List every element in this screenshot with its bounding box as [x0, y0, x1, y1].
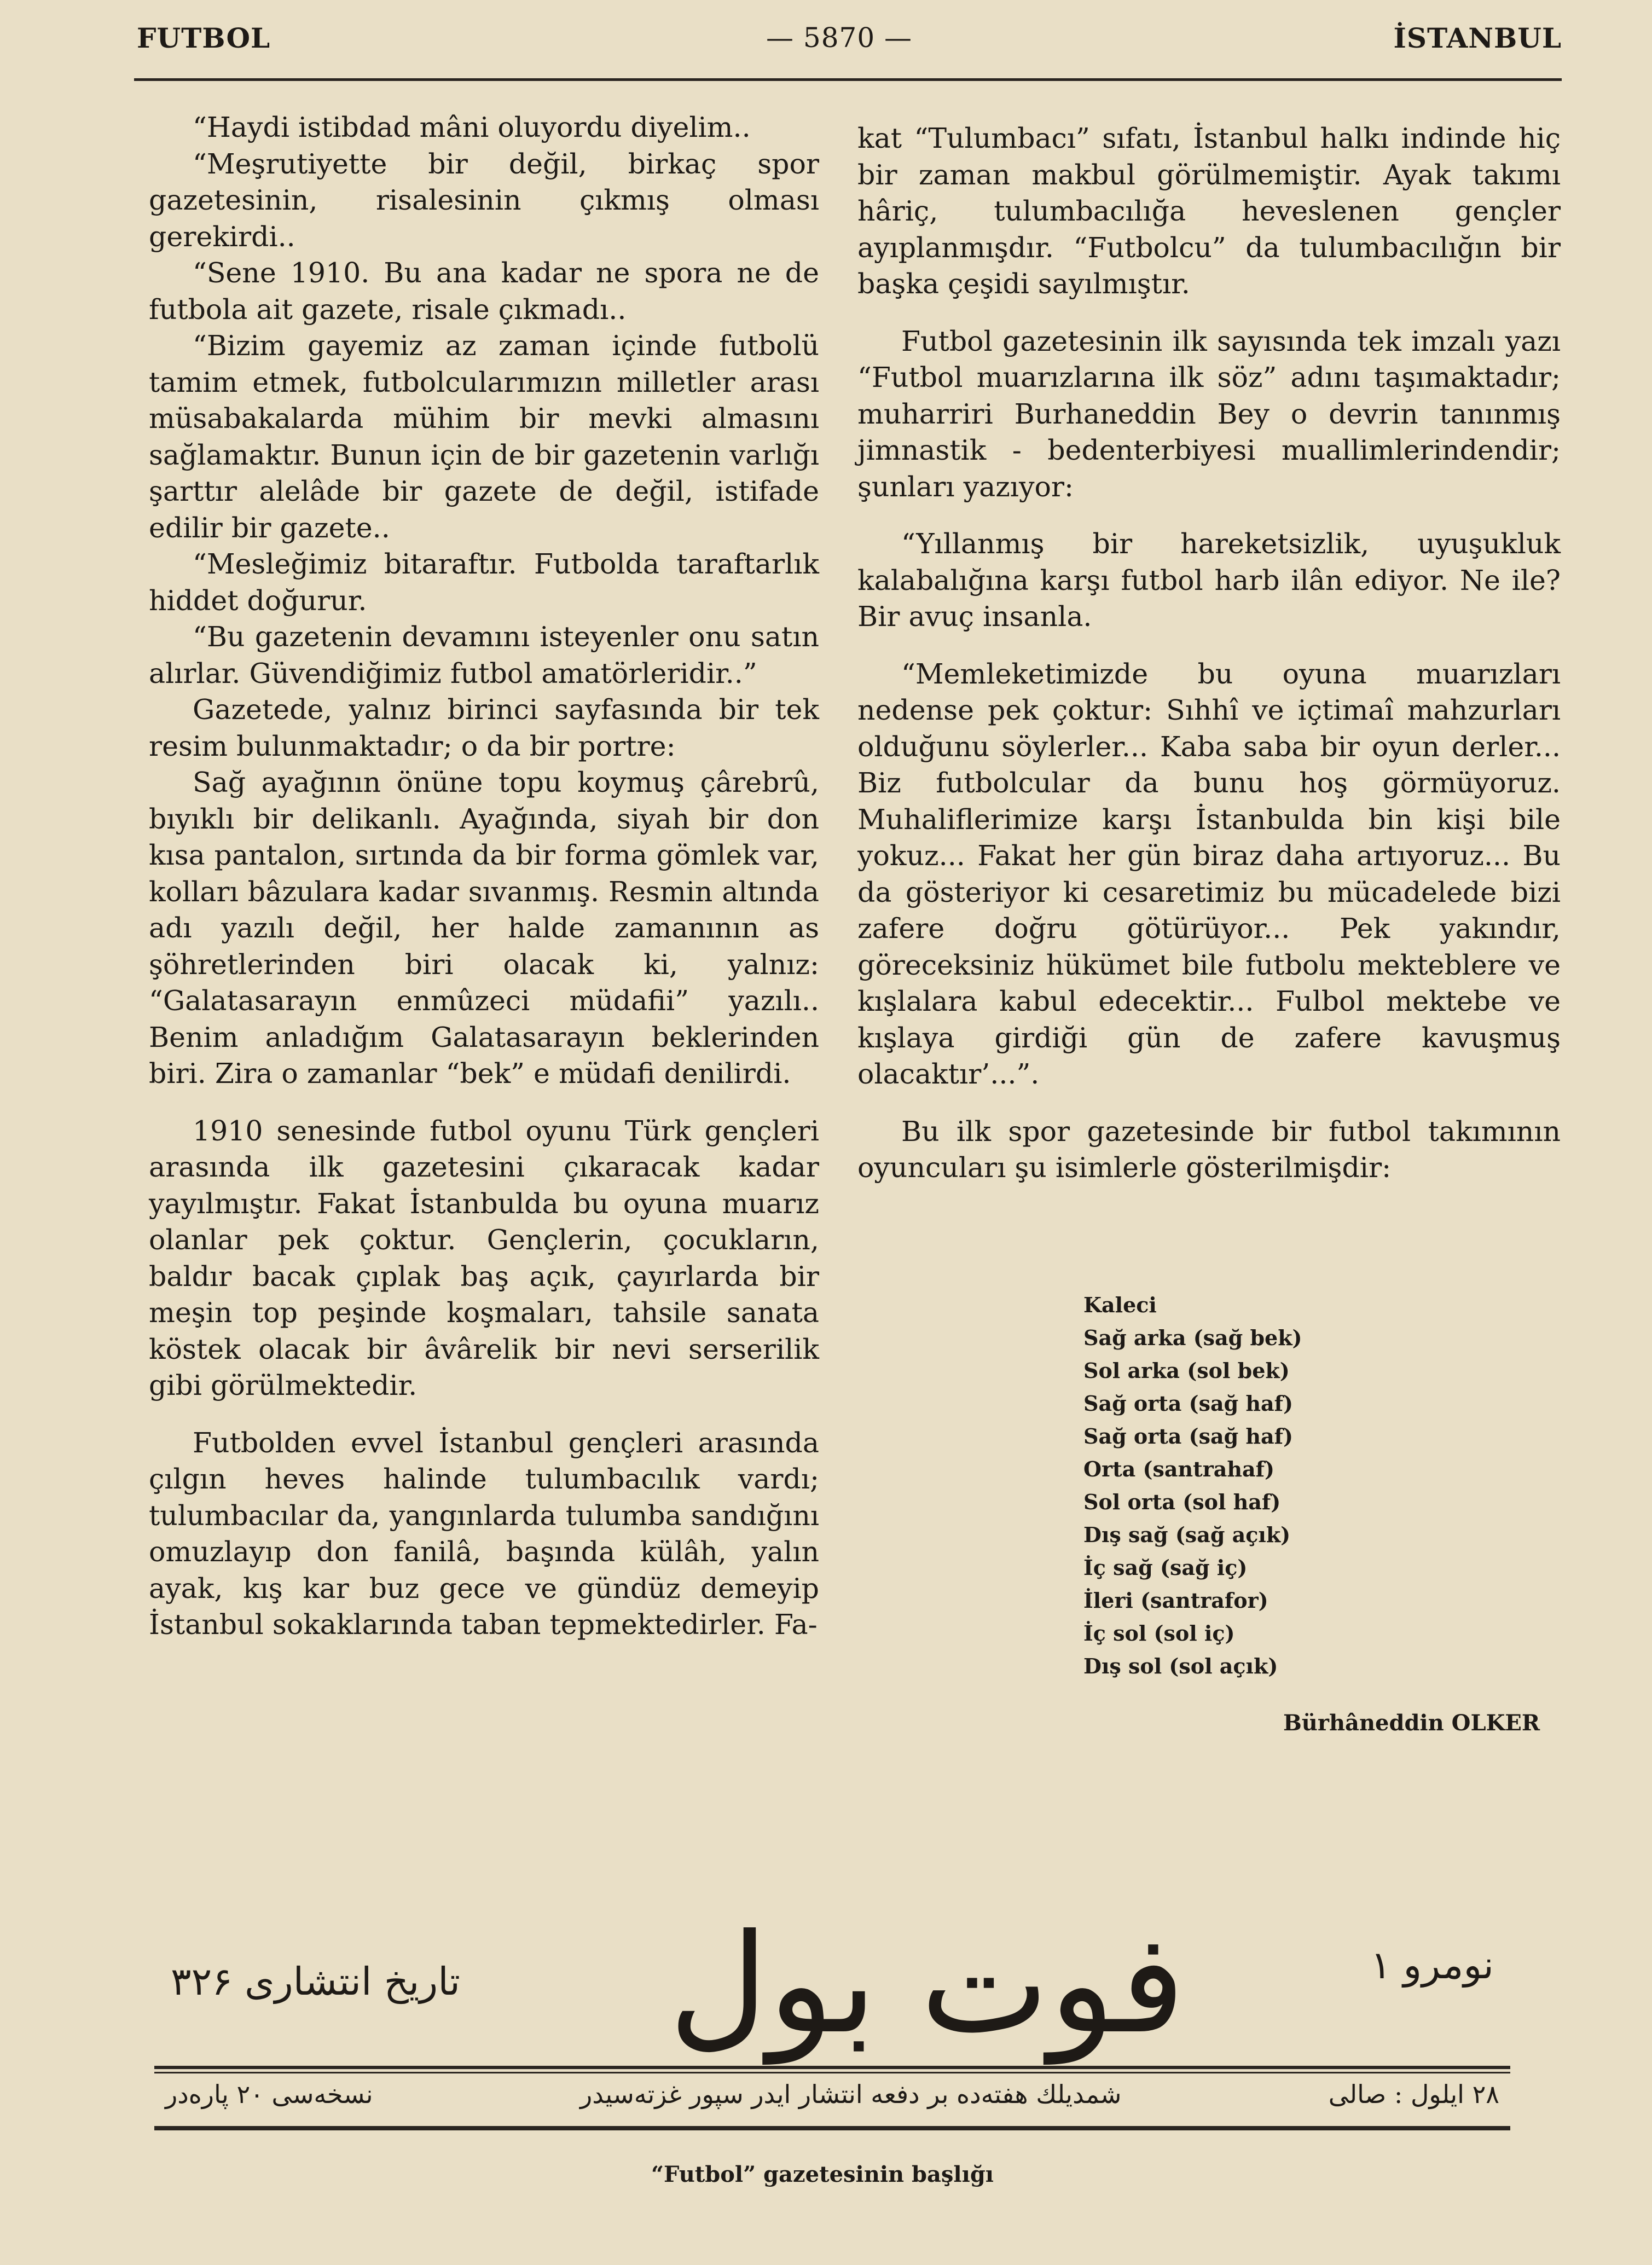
running-header-right: İSTANBUL	[1393, 22, 1562, 54]
list-item: Sağ arka (sağ bek)	[1083, 1325, 1302, 1350]
list-item: Dış sağ (sağ açık)	[1083, 1522, 1291, 1547]
masthead-publication-date: تاریخ انتشاری ۳۲۶	[171, 1959, 461, 2004]
masthead-issue-number: نومرو ۱	[1370, 1943, 1494, 1988]
newspaper-masthead-image	[154, 1904, 1510, 2129]
paragraph: “Bu gazetenin devamını isteyenler onu satın alırlar. Güvendiğimiz futbol amatörleridir..”	[149, 621, 819, 690]
paragraph: Sağ ayağının önüne topu koymuş çârebrû, bıyıklı bir delikanlı. Ayağında, siyah bir don kısa pantalon, sırtında da bir forma gömlek var, kolları bâzulara kadar sıvanmış. Resmin altında adı yazılı değil, her halde zamanının as şöhretlerinden biri olacak ki, yalnız: “Galatasarayın enmûzeci müdafii” yazılı.. Benim anladığım Galatasarayın beklerinden biri. Zira o zamanlar “bek” e müdafi denilirdi.	[149, 766, 819, 1090]
left-column	[149, 109, 819, 1643]
header-rule	[134, 78, 1562, 81]
image-caption: “Futbol” gazetesinin başlığı	[651, 2162, 994, 2187]
paragraph: Futbol gazetesinin ilk sayısında tek imzalı yazı “Futbol muarızlarına ilk söz” adını taşımaktadır; muharriri Burhaneddin Bey o devrin tanınmış jimnastik - bedenterbiyesi muallimlerindendir; şunları yazıyor:	[857, 325, 1561, 503]
right-column	[857, 120, 1561, 1186]
author-signature: Bürhâneddin OLKER	[1283, 1710, 1540, 1736]
list-item: Sağ orta (sağ haf)	[1083, 1424, 1294, 1449]
paragraph: 1910 senesinde futbol oyunu Türk gençleri arasında ilk gazetesini çıkaracak kadar yayılmıştır. Fakat İstanbulda bu oyuna muarız olanlar pek çoktur. Gençlerin, çocukların, baldır bacak çıplak baş açık, çayırlarda bir meşin top peşinde koşmaları, tahsile sanata köstek olacak bir âvârelik bir nevi serserilik gibi görülmektedir.	[149, 1114, 819, 1401]
masthead-title: فوت بول	[669, 1904, 1185, 2064]
team-positions-list	[1083, 1289, 1302, 1683]
paragraph: “Sene 1910. Bu ana kadar ne spora ne de futbola ait gazete, risale çıkmadı..	[149, 257, 819, 326]
list-item: Orta (santrahaf)	[1083, 1457, 1274, 1481]
page-number: — 5870 —	[766, 22, 913, 54]
masthead-rule	[154, 2066, 1510, 2069]
paragraph: “Memleketimizde bu oyuna muarızları nedense pek çoktur: Sıhhî ve içtimaî mahzurları olduğunu söylerler... Kaba saba bir oyun derler... Biz futbolcular da bunu hoş görmüyoruz. Muhaliflerimize karşı İstanbulda bin kişi bile yokuz... Fakat her gün biraz daha artıyoruz... Bu da gösteriyor ki cesaretimiz bu mücadelede bizi zafere doğru götürüyor... Pek yakındır, göreceksiniz hükümet bile futbolu mekteblere ve kışlalara kabul edecektir... Fulbol mektebe ve kışlaya girdiği gün de zafere kavuşmuş olacaktır’...”.	[857, 657, 1561, 1090]
paragraph: “Bizim gayemiz az zaman içinde futbolü tamim etmek, futbolcularımızın milletler arası müsabakalarda mühim bir mevki almasını sağlamaktır. Bunun için de bir gazetenin varlığı şarttır alelâde bir gazete de değil, istifade edilir bir gazete..	[149, 329, 819, 544]
masthead-frequency: شمدیلك هفته‌ده بر دفعه انتشار ایدر سپور غزته‌سیدر	[580, 2079, 1122, 2109]
paragraph: “Yıllanmış bir hareketsizlik, uyuşukluk kalabalığına karşı futbol harb ilân ediyor. Ne ile? Bir avuç insanla.	[857, 528, 1561, 633]
masthead-rule	[154, 2126, 1510, 2130]
paragraph: Gazetede, yalnız birinci sayfasında bir tek resim bulunmaktadır; o da bir portre:	[149, 693, 819, 762]
paragraph: “Meşrutiyette bir değil, birkaç spor gazetesinin, risalesinin çıkmış olması gerekirdi..	[149, 147, 819, 253]
masthead-info-strip	[165, 2079, 1499, 2109]
list-item: Sol arka (sol bek)	[1083, 1358, 1290, 1383]
list-item: Dış sol (sol açık)	[1083, 1654, 1278, 1678]
list-item: İç sol (sol iç)	[1083, 1621, 1235, 1646]
list-item: İç sağ (sağ iç)	[1083, 1555, 1248, 1580]
list-item: Kaleci	[1083, 1293, 1157, 1317]
paragraph: Futbolden evvel İstanbul gençleri arasında çılgın heves halinde tulumbacılık vardı; tulumbacılar da, yangınlarda tulumba sandığını omuzlayıp don fanilâ, başında külâh, yalın ayak, kış kar buz gece ve gündüz demeyip İstanbul sokaklarında taban tepmektedirler. Fa-	[149, 1426, 819, 1641]
list-item: Sol orta (sol haf)	[1083, 1490, 1281, 1514]
list-item: İleri (santrafor)	[1083, 1588, 1268, 1613]
paragraph: “Mesleğimiz bitaraftır. Futbolda taraftarlık hiddet doğurur.	[149, 548, 819, 617]
paragraph: Bu ilk spor gazetesinde bir futbol takımının oyuncuları şu isimlerle gösterilmişdir:	[857, 1115, 1561, 1184]
list-item: Sağ orta (sağ haf)	[1083, 1391, 1294, 1416]
masthead-rule	[154, 2072, 1510, 2073]
running-header-left: FUTBOL	[137, 22, 271, 54]
paragraph: kat “Tulumbacı” sıfatı, İstanbul halkı indinde hiç bir zaman makbul görülmemiştir. Ayak takımı hâriç, tulumbacılığa heveslenen gençler ayıplanmışdır. “Futbolcu” da tulumbacılığın bir başka çeşidi sayılmıştır.	[857, 122, 1561, 300]
masthead-price: نسخه‌سی ۲۰ پاره‌در	[165, 2079, 373, 2109]
masthead-date: ۲۸ ایلول : صالی	[1328, 2079, 1499, 2109]
paragraph: “Haydi istibdad mâni oluyordu diyelim..	[193, 111, 751, 143]
